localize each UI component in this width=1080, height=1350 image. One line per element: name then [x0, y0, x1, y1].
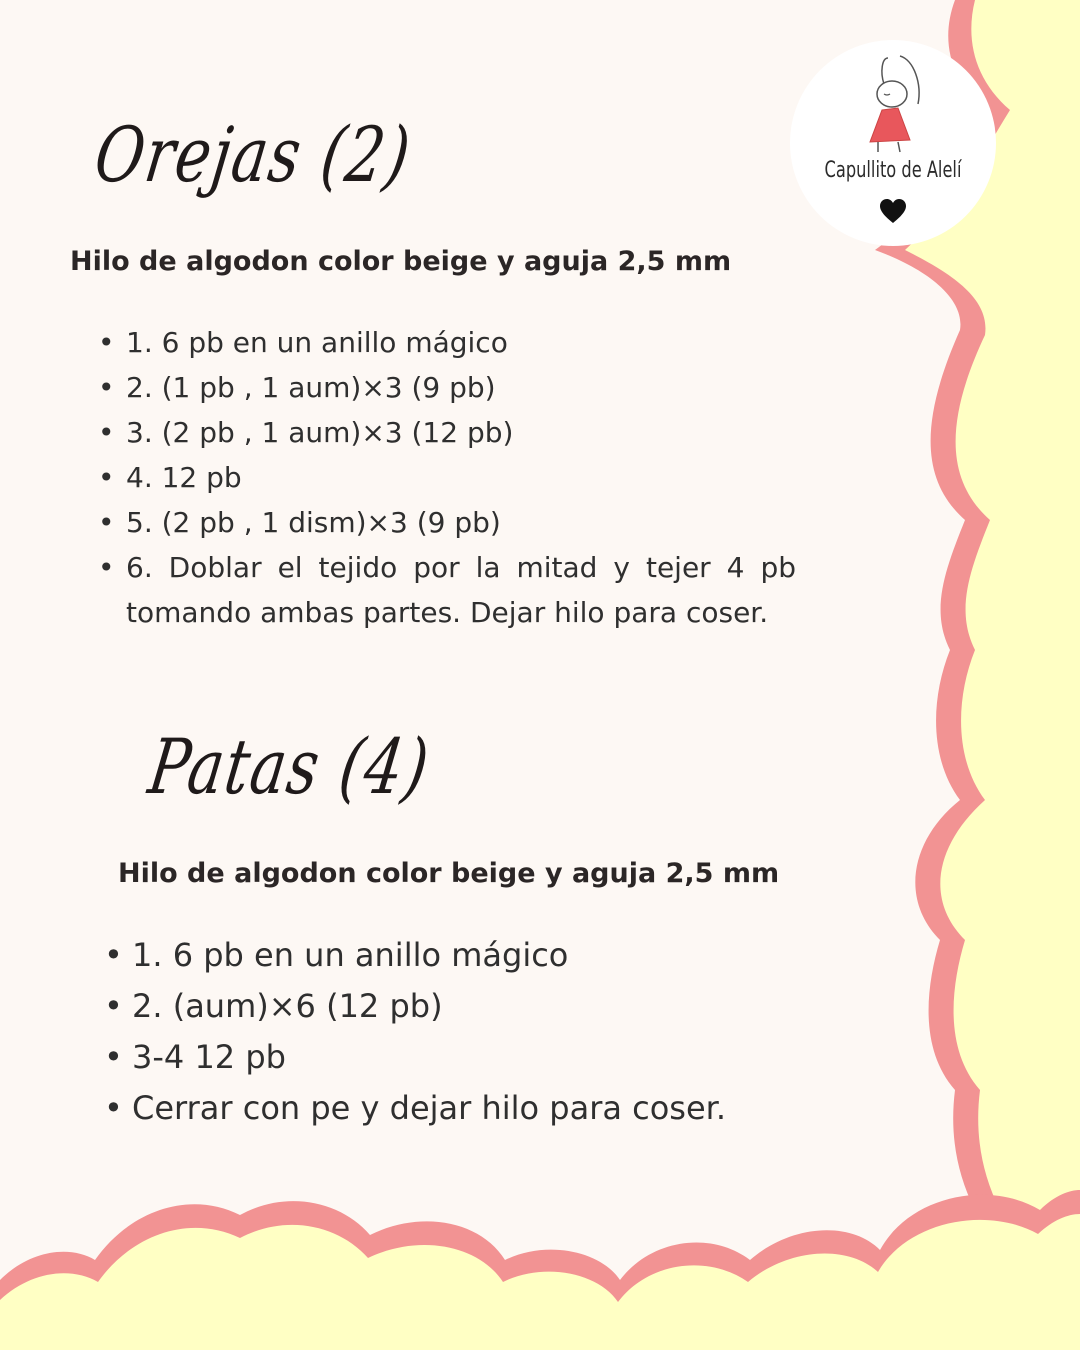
bunny-icon — [858, 54, 938, 156]
steps-list-orejas — [98, 320, 796, 635]
step-item: • 2. (aum)×6 (12 pb) — [104, 981, 804, 1032]
brand-logo — [790, 40, 996, 246]
step-item: • 2. (1 pb , 1 aum)×3 (9 pb) — [98, 365, 796, 410]
step-item: • 3. (2 pb , 1 aum)×3 (12 pb) — [98, 410, 796, 455]
section-title-patas: Patas (4) — [143, 722, 436, 811]
steps-list-patas — [104, 930, 804, 1134]
section-title-orejas: Orejas (2) — [89, 110, 417, 199]
step-item: • 6. Doblar el tejido por la mitad y tejer 4 pb tomando ambas partes. Dejar hilo para coser. — [98, 545, 796, 635]
step-item: • 4. 12 pb — [98, 455, 796, 500]
brand-name: Capullito de Alelí — [824, 158, 962, 183]
step-item: • Cerrar con pe y dejar hilo para coser. — [104, 1083, 804, 1134]
section-subtitle-orejas: Hilo de algodon color beige y aguja 2,5 mm — [70, 246, 732, 277]
heart-icon — [879, 198, 907, 226]
section-subtitle-patas: Hilo de algodon color beige y aguja 2,5 mm — [118, 858, 780, 889]
step-item: • 5. (2 pb , 1 dism)×3 (9 pb) — [98, 500, 796, 545]
step-item: • 1. 6 pb en un anillo mágico — [98, 320, 796, 365]
step-item: • 1. 6 pb en un anillo mágico — [104, 930, 804, 981]
step-item: • 3-4 12 pb — [104, 1032, 804, 1083]
